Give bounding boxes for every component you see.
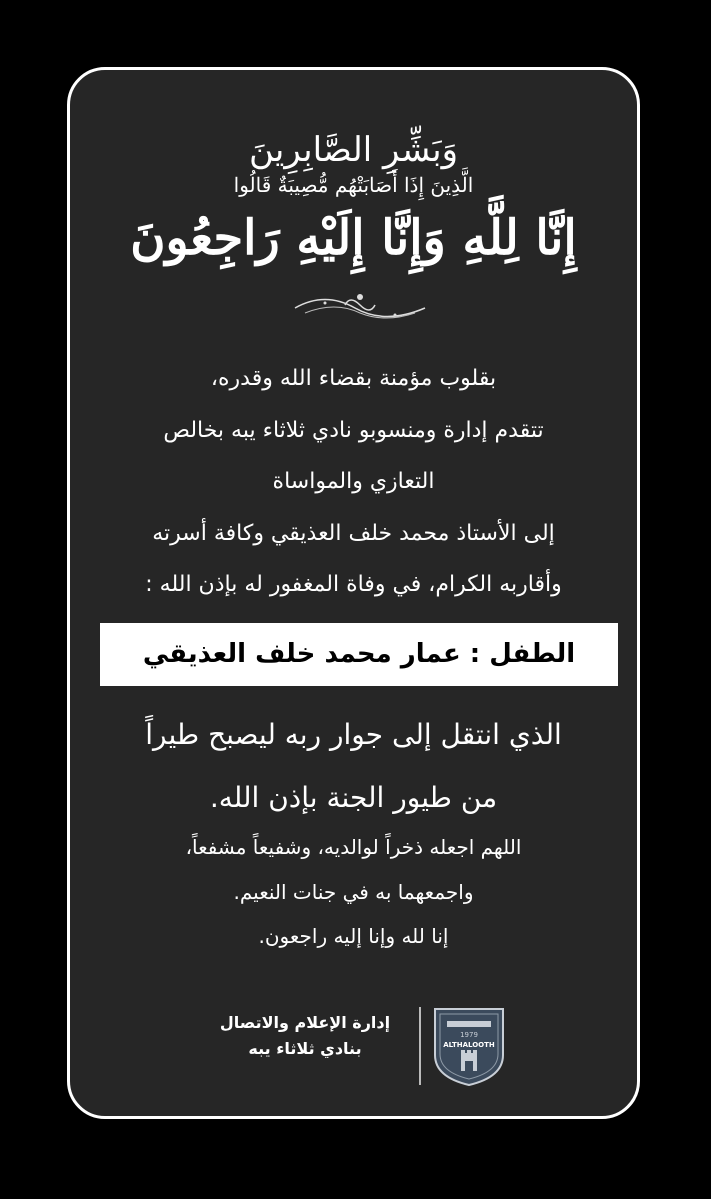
passed-line: الذي انتقل إلى جوار ربه ليصبح طيراً [145, 718, 562, 751]
intro-line: بقلوب مؤمنة بقضاء الله وقدره، [210, 366, 497, 391]
prayer-line: اللهم اجعله ذخراً لوالديه، وشفيعاً مشفعاً، [185, 835, 522, 859]
quran-verse-line-2: الَّذِينَ إِذَا أَصَابَتْهُم مُّصِيبَةٌ قَالُوا [233, 173, 474, 197]
condolence-card [67, 67, 640, 1119]
quran-verse-line-1: وَبَشِّرِ الصَّابِرِينَ [249, 130, 458, 170]
logo-name: ALTHALOOTH [443, 1041, 495, 1049]
intro-line: التعازي والمواساة [272, 469, 435, 494]
intro-line: وأقاربه الكرام، في وفاة المغفور له بإذن الله : [145, 572, 562, 597]
footer-signature [195, 1010, 415, 1062]
passed-text [90, 703, 617, 829]
ornament-flourish [285, 283, 435, 333]
footer-line-1: إدارة الإعلام والاتصال [219, 1013, 391, 1032]
logo-year: 1979 [460, 1031, 478, 1039]
passed-line: من طيور الجنة بإذن الله. [209, 781, 498, 814]
club-logo-icon [431, 1005, 507, 1087]
deceased-name-box: الطفل : عمار محمد خلف العذيقي [100, 623, 618, 686]
intro-text [90, 353, 617, 611]
prayer-line: واجمعهما به في جنات النعيم. [233, 879, 474, 904]
quran-verse-line-3: إِنَّا لِلَّهِ وَإِنَّا إِلَيْهِ رَاجِعُونَ [130, 210, 577, 266]
footer-line-2: بنادي ثلاثاء يبه [248, 1039, 362, 1058]
prayer-text [90, 825, 617, 959]
intro-line: تتقدم إدارة ومنسوبو نادي ثلاثاء يبه بخالص [163, 417, 544, 443]
prayer-line: إنا لله وإنا إليه راجعون. [258, 924, 449, 948]
intro-line: إلى الأستاذ محمد خلف العذيقي وكافة أسرته [152, 520, 555, 546]
footer-divider [419, 1007, 421, 1085]
